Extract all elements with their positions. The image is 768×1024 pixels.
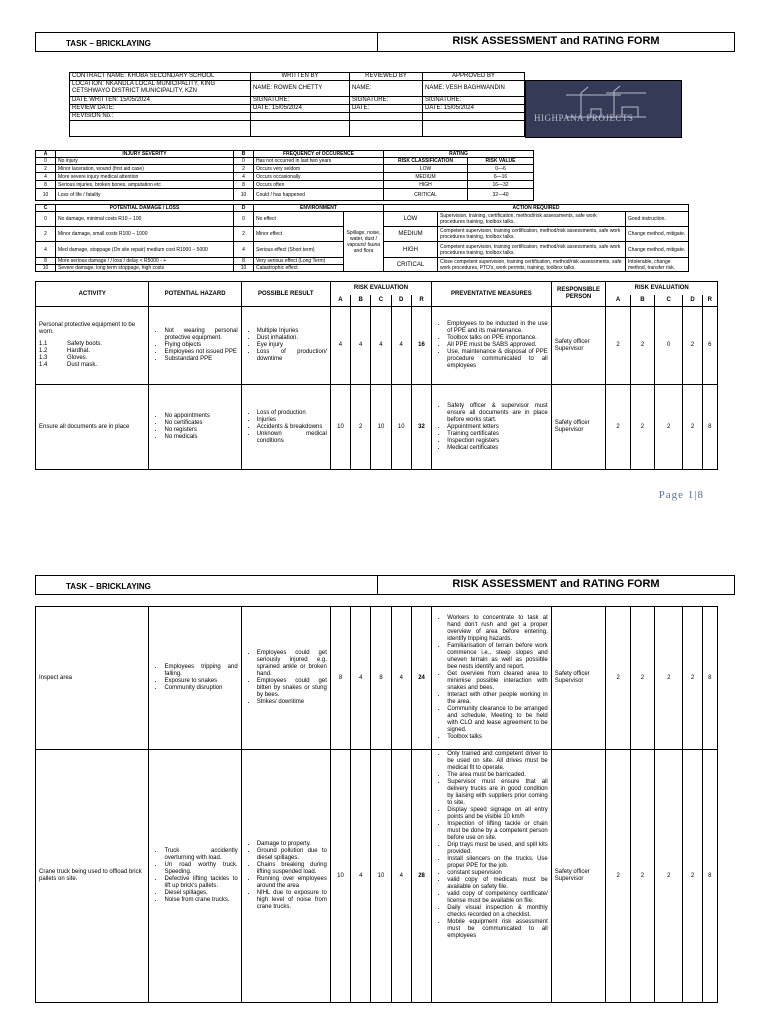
risk-table-page2 xyxy=(35,606,718,1003)
measures-cell xyxy=(432,385,552,470)
action-text: Competent supervision, training certification, method/risk assessments, safe work procedures training, toolbox talks. xyxy=(438,227,626,242)
result-cell xyxy=(241,607,330,750)
hazard-list xyxy=(152,413,237,441)
list-item: • The area must be barricaded. xyxy=(447,772,548,779)
eval2-c: 2 xyxy=(655,750,683,1003)
injury-text: More severe injury medical attention xyxy=(56,173,234,181)
environment-note: Spillage, noise, water, dust / vapours/ fauna and flora xyxy=(344,212,384,272)
eval2-d: 2 xyxy=(683,307,702,385)
eval-a: 10 xyxy=(330,385,350,470)
action-class: HIGH xyxy=(384,242,438,258)
injury-value: 8 xyxy=(36,181,56,189)
list-item: • Employees could get seriously injured e.g. sprained ankle or broken hand. xyxy=(257,650,327,678)
eval-r: 32 xyxy=(411,385,431,470)
damage-value: 4 xyxy=(36,242,56,258)
eval2-a: 2 xyxy=(606,307,630,385)
freq-value: 4 xyxy=(234,173,254,181)
env-text: Catastrophic effect xyxy=(254,265,344,272)
eval2-d: 2 xyxy=(683,385,702,470)
col-r: R xyxy=(411,295,431,307)
activity-cell xyxy=(36,307,149,385)
signature-written: SIGNATURE: xyxy=(251,97,350,105)
list-item xyxy=(39,362,145,369)
measures-list xyxy=(435,321,548,370)
list-item xyxy=(39,341,145,348)
list-item: • Flying objects xyxy=(164,342,237,349)
item-number: 1.1 xyxy=(39,341,48,347)
hazard-list xyxy=(152,328,237,363)
page-header xyxy=(35,32,735,52)
list-item: • Workers to concentrate to task at hand don't rush and get a proper overview of area before entering, identify tripping hazards. xyxy=(447,615,548,643)
risk-table-page1 xyxy=(35,281,718,470)
injury-value: 10 xyxy=(36,189,56,201)
eval2-b: 2 xyxy=(630,750,654,1003)
hazard-list xyxy=(152,848,237,904)
list-item: • Damage to property. xyxy=(257,841,327,848)
table-row xyxy=(36,385,718,470)
rating-value: 0—6 xyxy=(468,165,534,173)
col-a: A xyxy=(330,295,350,307)
damage-text: Med damage, stoppage (On site repair) medium cost R1000 – 5000 xyxy=(56,242,234,258)
col-a-label: A xyxy=(36,151,56,158)
item-number: 1.4 xyxy=(39,362,48,368)
item-text: Hardhat. xyxy=(67,348,91,354)
damage-title: POTENTIAL DAMAGE / LOSS xyxy=(56,205,234,212)
risk-value-header: RISK VALUE xyxy=(468,158,534,165)
location-cell xyxy=(70,81,251,97)
list-item: • Injuries xyxy=(257,417,327,424)
table-row xyxy=(36,607,718,750)
col-b: B xyxy=(351,295,371,307)
hazard-header: POTENTIAL HAZARD xyxy=(149,282,241,307)
list-item: • Inspection registers xyxy=(447,438,548,445)
eval-b: 4 xyxy=(351,750,371,1003)
hazard-cell xyxy=(149,750,241,1003)
list-item: • Appointment letters xyxy=(447,424,548,431)
freq-text: Could / has happened xyxy=(254,189,384,201)
list-item xyxy=(39,348,145,355)
eval-r: 16 xyxy=(411,307,431,385)
list-item: • Unknown medical conditions xyxy=(257,431,327,445)
action-note: Intolerable, change method, transfer risk. xyxy=(626,258,689,272)
list-item: • valid copy of competency certificate/ license must be available on file. xyxy=(447,891,548,905)
revision-no: REVISION No.: xyxy=(70,113,251,121)
list-item: • Noise from crane trucks. xyxy=(164,897,237,904)
measures-cell xyxy=(432,607,552,750)
list-item: • Medical certificates xyxy=(447,445,548,452)
eval-r: 28 xyxy=(411,750,431,1003)
env-value: 8 xyxy=(234,258,254,265)
list-item: • Daily visual inspection & monthly checks recorded on a checklist. xyxy=(447,905,548,919)
action-text: Supervision, training, certification, method/risk assessments, safe work procedures training, toolbox talks. xyxy=(438,212,626,227)
eval-a: 4 xyxy=(330,307,350,385)
result-cell xyxy=(241,307,330,385)
list-item: • Employees could get bitten by snakes or stung by bees. xyxy=(257,678,327,699)
eval-c: 4 xyxy=(371,307,391,385)
list-item: • NIHL due to exposure to high level of noise from crane trucks. xyxy=(257,890,327,911)
crane-logo-icon xyxy=(526,81,683,139)
table-row xyxy=(36,307,718,385)
rating-value: 6—16 xyxy=(468,173,534,181)
col-c: C xyxy=(371,295,391,307)
freq-value: 2 xyxy=(234,165,254,173)
list-item: • Chains breaking during lifting suspended load. xyxy=(257,862,327,876)
hazard-cell xyxy=(149,307,241,385)
freq-text: Occurs occasionally xyxy=(254,173,384,181)
list-item: • No appointments xyxy=(164,413,237,420)
action-required-title: ACTION REQUIRED xyxy=(384,205,689,212)
damage-value: 0 xyxy=(36,212,56,227)
action-note: Good instruction. xyxy=(626,212,689,227)
responsible-header: RESPONSIBLE PERSON xyxy=(551,282,606,307)
action-text: Close competent supervision, training certification, method/risk assessments, safe work procedures, PTO's, work permits, training, toolbox talks. xyxy=(438,258,626,272)
col-r: R xyxy=(702,295,717,307)
eval2-a: 2 xyxy=(606,750,630,1003)
list-item: • Toolbox talks xyxy=(447,734,548,741)
col-d-label: D xyxy=(234,205,254,212)
list-item: • Loss of production xyxy=(257,410,327,417)
list-item: • Employees not issued PPE xyxy=(164,349,237,356)
page-total: 8 xyxy=(697,489,704,501)
col-c: C xyxy=(655,295,683,307)
activity-cell: Crane truck being used to offload brick pallets on site. xyxy=(36,750,149,1003)
list-item: • constant supervision xyxy=(447,870,548,877)
list-item: • Use, maintenance & disposal of PPE procedure communicated to all employees xyxy=(447,349,548,370)
list-item: • Accidents & breakdowns xyxy=(257,424,327,431)
list-item: • Only trained and competent driver to be used on site. All drives must be medical fit to operate. xyxy=(447,751,548,772)
eval-d: 4 xyxy=(391,750,411,1003)
list-item: • Install silencers on the trucks. Use proper PPE for the job. xyxy=(447,856,548,870)
list-item: • Running over employees around the area xyxy=(257,876,327,890)
action-class: CRITICAL xyxy=(384,258,438,272)
env-text: Minor effect xyxy=(254,227,344,242)
damage-value: 2 xyxy=(36,227,56,242)
measures-header: PREVENTATIVE MEASURES xyxy=(432,282,552,307)
activity-text: Personal protective equipment to be worn. xyxy=(39,322,136,335)
env-text: Very serious effect (Long Term) xyxy=(254,258,344,265)
environment-title: ENVIRONMENT xyxy=(254,205,384,212)
list-item: • Truck accidently overturning with load. xyxy=(164,848,237,862)
env-text: Serious effect (Short term) xyxy=(254,242,344,258)
list-item: • Ground pollution due to diesel spillages. xyxy=(257,848,327,862)
item-number: 1.3 xyxy=(39,355,48,361)
action-class: LOW xyxy=(384,212,438,227)
name-written: NAME: ROWEN CHETTY xyxy=(251,81,350,97)
rating-class: CRITICAL xyxy=(384,189,468,201)
page-header-2 xyxy=(35,575,735,595)
eval2-r: 8 xyxy=(702,385,717,470)
rating-class: LOW xyxy=(384,165,468,173)
measures-cell xyxy=(432,750,552,1003)
env-value: 10 xyxy=(234,265,254,272)
eval-b: 4 xyxy=(351,607,371,750)
list-item xyxy=(39,355,145,362)
list-item: • Strikes/ downtime xyxy=(257,699,327,706)
injury-value: 4 xyxy=(36,173,56,181)
list-item: • Not wearing personal protective equipment. xyxy=(164,328,237,342)
list-item: • Un road worthy truck. Speeding. xyxy=(164,862,237,876)
eval-a: 10 xyxy=(330,750,350,1003)
eval2-r: 6 xyxy=(702,307,717,385)
responsible-cell: Safety officer Supervisor xyxy=(551,307,606,385)
eval2-b: 2 xyxy=(630,307,654,385)
list-item: • Training certificates xyxy=(447,431,548,438)
date-approved: DATE: 15/05/2024 xyxy=(423,105,525,113)
list-item: • Inspection of lifting tackle or chain must be done by a competent person before use on site. xyxy=(447,821,548,842)
freq-text: Has not occurred in last two years xyxy=(254,158,384,165)
item-text: Dust mask. xyxy=(67,362,98,368)
env-text: No effect xyxy=(254,212,344,227)
col-b-label: B xyxy=(234,151,254,158)
list-item: • Get overview from cleared area to minimise possible interaction with snakes and bees. xyxy=(447,671,548,692)
result-list xyxy=(245,650,327,706)
list-item: • valid copy of medicals must be available on safety file. xyxy=(447,877,548,891)
company-logo xyxy=(525,80,682,138)
list-item: • No medicals xyxy=(164,434,237,441)
list-item: • Toolbox talks on PPE importance. xyxy=(447,335,548,342)
list-item: • Exposure to snakes xyxy=(164,678,237,685)
list-item: • Supervisor must ensure that all delivery trucks are in good condition by liaising with suppliers prior coming to site. xyxy=(447,779,548,807)
frequency-title: FREQUENCY of OCCURENCE xyxy=(254,151,384,158)
list-item: • No registers xyxy=(164,427,237,434)
risk-eval2-header: RISK EVALUATION xyxy=(606,282,718,295)
page-current: 1 xyxy=(687,489,695,501)
eval2-a: 2 xyxy=(606,607,630,750)
env-value: 4 xyxy=(234,242,254,258)
result-list xyxy=(245,328,327,363)
list-item: • Interact with other people working in the area. xyxy=(447,692,548,706)
activity-cell: Ensure all documents are in place xyxy=(36,385,149,470)
eval2-r: 8 xyxy=(702,750,717,1003)
damage-text: Minor damage, small costs R100 – 1000 xyxy=(56,227,234,242)
list-item: • Eye injury xyxy=(257,342,327,349)
eval2-d: 2 xyxy=(683,607,702,750)
eval2-c: 2 xyxy=(655,385,683,470)
action-note: Change method, mitigate. xyxy=(626,227,689,242)
item-text: Gloves. xyxy=(67,355,88,361)
env-value: 2 xyxy=(234,227,254,242)
eval2-d: 2 xyxy=(683,750,702,1003)
signature-reviewed: SIGNATURE: xyxy=(350,97,423,105)
rating-class: MEDIUM xyxy=(384,173,468,181)
item-number: 1.2 xyxy=(39,348,48,354)
rating-value: 16—32 xyxy=(468,181,534,189)
result-cell xyxy=(241,750,330,1003)
name-reviewed: NAME: xyxy=(350,81,423,97)
col-d: D xyxy=(391,295,411,307)
measures-list xyxy=(435,615,548,741)
result-list xyxy=(245,410,327,445)
list-item: • Display speed signage on all entry points and be visible 10 km/h xyxy=(447,807,548,821)
contract-name: CONTRACT NAME: KHUBA SECONDARY SCHOOL xyxy=(70,73,251,81)
damage-text: No damage, minimal costs R10 – 100 xyxy=(56,212,234,227)
result-cell xyxy=(241,385,330,470)
name-approved: NAME: VESH BAGHWANDIN xyxy=(423,81,525,97)
injury-text: Loss of life / fatality xyxy=(56,189,234,201)
form-title: RISK ASSESSMENT and RATING FORM xyxy=(452,578,660,590)
eval2-b: 2 xyxy=(630,607,654,750)
page-word: Page xyxy=(658,489,685,501)
rating-class: HIGH xyxy=(384,181,468,189)
severity-matrix xyxy=(35,150,534,201)
injury-severity-title: INJURY SEVERITY xyxy=(56,151,234,158)
damage-matrix xyxy=(35,204,689,272)
eval-c: 10 xyxy=(371,750,391,1003)
eval2-c: 2 xyxy=(655,607,683,750)
eval-b: 2 xyxy=(351,385,371,470)
eval-c: 10 xyxy=(371,385,391,470)
eval2-r: 8 xyxy=(702,607,717,750)
responsible-cell: Safety officer Supervisor xyxy=(551,750,606,1003)
result-list xyxy=(245,841,327,911)
hazard-list xyxy=(152,664,237,692)
date-written-by: DATE: 15/05/2024 xyxy=(251,105,350,113)
task-title: TASK – BRICKLAYING xyxy=(36,576,378,594)
location-line-2: CETSHWAYO DISTRICT MUNICIPALITY, KZN xyxy=(72,88,198,94)
eval-b: 4 xyxy=(351,307,371,385)
list-item: • Dust inhalation. xyxy=(257,335,327,342)
review-date: REVIEW DATE: xyxy=(70,105,251,113)
list-item: • Employees tripping and falling. xyxy=(164,664,237,678)
eval2-c: 0 xyxy=(655,307,683,385)
rating-value: 32—40 xyxy=(468,189,534,201)
contract-table xyxy=(69,72,525,137)
risk-eval-header: RISK EVALUATION xyxy=(330,282,431,295)
date-written: DATE WRITTEN: 15/05/2024 xyxy=(70,97,251,105)
list-item: • Mobile equipment risk assessment must be communicated to all employees xyxy=(447,919,548,940)
freq-value: 10 xyxy=(234,189,254,201)
damage-text: Severe damage, long term stoppage, high costs xyxy=(56,265,234,272)
signature-approved: SIGNATURE: xyxy=(423,97,525,105)
eval-d: 4 xyxy=(391,307,411,385)
eval-d: 4 xyxy=(391,607,411,750)
eval-c: 8 xyxy=(371,607,391,750)
list-item: • Community disruption xyxy=(164,685,237,692)
action-note: Change method, mitigate. xyxy=(626,242,689,258)
damage-text: More serious damage / / loss / delay < R5000 - + xyxy=(56,258,234,265)
list-item: • Familiarisation of terrain before work commence i.e., steep slopes and uneven terrain as well as possible bee nests identify and report. xyxy=(447,643,548,671)
reviewed-by-header: REVIEWED BY xyxy=(350,73,423,81)
hazard-cell xyxy=(149,385,241,470)
list-item: • Substandard PPE xyxy=(164,356,237,363)
responsible-cell: Safety officer Supervisor xyxy=(551,385,606,470)
hazard-cell xyxy=(149,607,241,750)
eval2-a: 2 xyxy=(606,385,630,470)
list-item: • All PPE must be SABS approved. xyxy=(447,342,548,349)
list-item: • Community clearance to be arranged and schedule, Meeting to be held with CLO and lease agreement to be signed. xyxy=(447,706,548,734)
task-title: TASK – BRICKLAYING xyxy=(36,33,378,51)
table-row xyxy=(36,750,718,1003)
measures-cell xyxy=(432,307,552,385)
damage-value: 10 xyxy=(36,265,56,272)
env-value: 0 xyxy=(234,212,254,227)
location-line-1: LOCATION: NKANDLA LOCAL MUNICIPALITY, KING xyxy=(72,81,216,87)
page-number: Page 1|8 xyxy=(658,489,704,501)
eval-d: 10 xyxy=(391,385,411,470)
injury-value: 2 xyxy=(36,165,56,173)
list-item: • Employees to be inducted in the use of PPE and its maintenance. xyxy=(447,321,548,335)
responsible-cell: Safety officer Supervisor xyxy=(551,607,606,750)
injury-text: No injury xyxy=(56,158,234,165)
eval-a: 8 xyxy=(330,607,350,750)
list-item: • No certificates xyxy=(164,420,237,427)
item-text: Safety boots. xyxy=(67,341,103,347)
risk-classification-header: RISK CLASSIFICATION xyxy=(384,158,468,165)
injury-text: Serious injuries, broken bones, amputation etc xyxy=(56,181,234,189)
list-item: • Defective lifting tackles to lift up brick's pallets. xyxy=(164,876,237,890)
result-header: POSSIBLE RESULT xyxy=(241,282,330,307)
list-item: • Drip trays must be used, and spill kits provided. xyxy=(447,842,548,856)
action-class: MEDIUM xyxy=(384,227,438,242)
action-text: Competent supervision, training certification, method/risk assessments, safe work procedures training, toolbox talks. xyxy=(438,242,626,258)
date-reviewed: DATE: xyxy=(350,105,423,113)
approved-by-header: APPROVED BY xyxy=(423,73,525,81)
written-by-header: WRITTEN BY xyxy=(251,73,350,81)
form-title: RISK ASSESSMENT and RATING FORM xyxy=(452,35,660,47)
freq-value: 8 xyxy=(234,181,254,189)
list-item: • Safety officer & supervisor must ensure all documents are in place before works start. xyxy=(447,403,548,424)
col-c-label: C xyxy=(36,205,56,212)
freq-text: Occurs often xyxy=(254,181,384,189)
eval2-b: 2 xyxy=(630,385,654,470)
injury-value: 0 xyxy=(36,158,56,165)
freq-value: 0 xyxy=(234,158,254,165)
col-b: B xyxy=(630,295,654,307)
list-item: • Diesel spillages. xyxy=(164,890,237,897)
rating-title: RATING xyxy=(384,151,534,158)
activity-cell: Inspect area xyxy=(36,607,149,750)
logo-text: HIGHPANA PROJECTS xyxy=(534,113,634,123)
freq-text: Occurs very seldom xyxy=(254,165,384,173)
measures-list xyxy=(435,751,548,940)
col-d: D xyxy=(683,295,702,307)
damage-value: 8 xyxy=(36,258,56,265)
activity-header: ACTIVITY xyxy=(36,282,149,307)
list-item: • Loss of production/ downtime xyxy=(257,349,327,363)
col-a: A xyxy=(606,295,630,307)
injury-text: Minor laceration, wound (first aid case) xyxy=(56,165,234,173)
list-item: • Multiple Injuries xyxy=(257,328,327,335)
eval-r: 24 xyxy=(411,607,431,750)
measures-list xyxy=(435,403,548,452)
